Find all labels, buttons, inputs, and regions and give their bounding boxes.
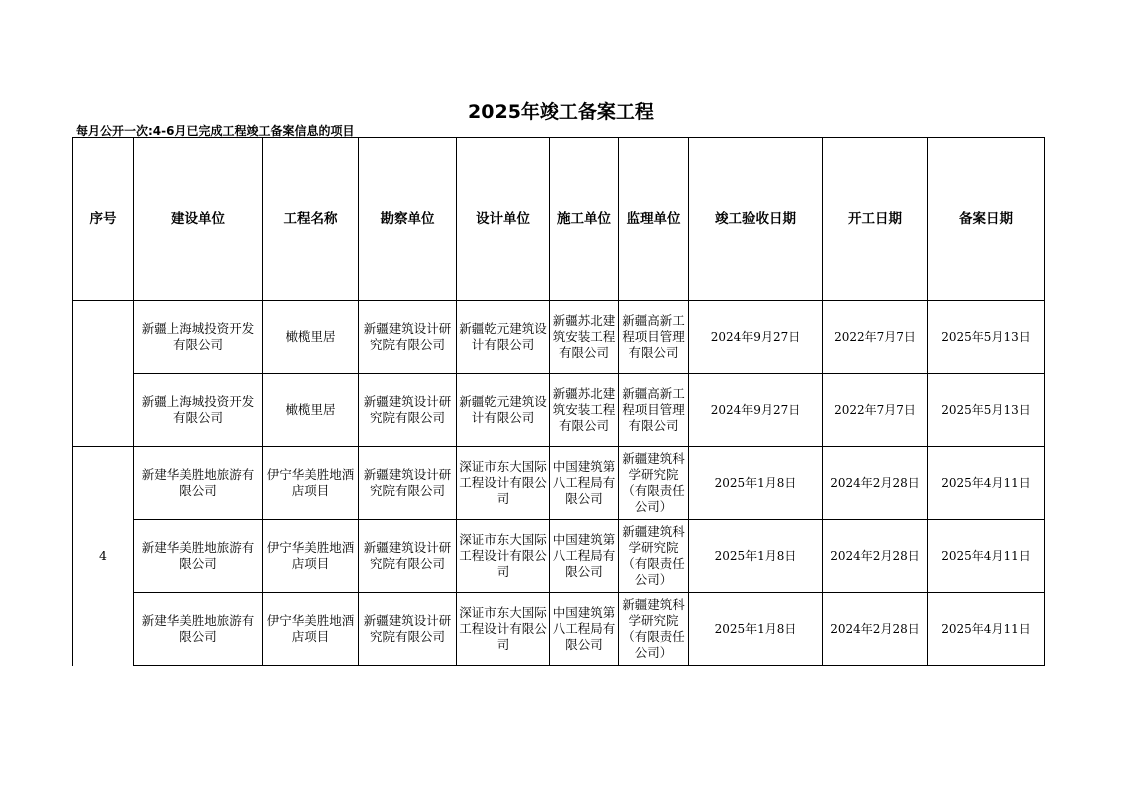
col-header-start: 开工日期	[823, 138, 928, 301]
survey-cell: 新疆建筑设计研究院有限公司	[359, 520, 457, 593]
supervise-cell: 新疆高新工程项目管理有限公司	[619, 374, 689, 447]
supervise-cell: 新疆建筑科学研究院（有限责任公司）	[619, 593, 689, 666]
survey-cell: 新疆建筑设计研究院有限公司	[359, 374, 457, 447]
col-header-index: 序号	[73, 138, 134, 301]
start-date-cell: 2024年2月28日	[823, 593, 928, 666]
builder-cell: 新建华美胜地旅游有限公司	[134, 520, 263, 593]
completion-date-cell: 2024年9月27日	[689, 301, 823, 374]
col-header-completion: 竣工验收日期	[689, 138, 823, 301]
design-cell: 新疆乾元建筑设计有限公司	[457, 374, 550, 447]
table-row	[73, 374, 1045, 447]
table-row	[73, 301, 1045, 374]
records-table	[72, 137, 1045, 666]
col-header-supervise: 监理单位	[619, 138, 689, 301]
completion-date-cell: 2025年1月8日	[689, 447, 823, 520]
record-date-cell: 2025年4月11日	[928, 593, 1045, 666]
start-date-cell: 2024年2月28日	[823, 520, 928, 593]
start-date-cell: 2022年7月7日	[823, 301, 928, 374]
col-header-survey: 勘察单位	[359, 138, 457, 301]
project-cell: 伊宁华美胜地酒店项目	[263, 447, 359, 520]
index-cell-empty	[73, 301, 134, 447]
table-row	[73, 593, 1045, 666]
construct-cell: 中国建筑第八工程局有限公司	[550, 520, 619, 593]
col-header-record: 备案日期	[928, 138, 1045, 301]
col-header-design: 设计单位	[457, 138, 550, 301]
design-cell: 深证市东大国际工程设计有限公司	[457, 447, 550, 520]
record-date-cell: 2025年5月13日	[928, 301, 1045, 374]
col-header-builder: 建设单位	[134, 138, 263, 301]
completion-date-cell: 2025年1月8日	[689, 593, 823, 666]
builder-cell: 新疆上海城投资开发有限公司	[134, 374, 263, 447]
project-cell: 橄榄里居	[263, 374, 359, 447]
project-cell: 伊宁华美胜地酒店项目	[263, 593, 359, 666]
supervise-cell: 新疆建筑科学研究院（有限责任公司）	[619, 447, 689, 520]
survey-cell: 新疆建筑设计研究院有限公司	[359, 593, 457, 666]
builder-cell: 新疆上海城投资开发有限公司	[134, 301, 263, 374]
supervise-cell: 新疆高新工程项目管理有限公司	[619, 301, 689, 374]
col-header-project: 工程名称	[263, 138, 359, 301]
start-date-cell: 2024年2月28日	[823, 447, 928, 520]
table-row	[73, 520, 1045, 593]
survey-cell: 新疆建筑设计研究院有限公司	[359, 301, 457, 374]
design-cell: 深证市东大国际工程设计有限公司	[457, 593, 550, 666]
construct-cell: 中国建筑第八工程局有限公司	[550, 593, 619, 666]
group-index-cell: 4	[73, 447, 134, 666]
table-header-row	[73, 138, 1045, 301]
page-subtitle: 每月公开一次:4-6月已完成工程竣工备案信息的项目	[76, 124, 355, 138]
project-cell: 橄榄里居	[263, 301, 359, 374]
start-date-cell: 2022年7月7日	[823, 374, 928, 447]
design-cell: 深证市东大国际工程设计有限公司	[457, 520, 550, 593]
record-date-cell: 2025年4月11日	[928, 520, 1045, 593]
project-cell: 伊宁华美胜地酒店项目	[263, 520, 359, 593]
record-date-cell: 2025年4月11日	[928, 447, 1045, 520]
construct-cell: 新疆苏北建筑安装工程有限公司	[550, 374, 619, 447]
builder-cell: 新建华美胜地旅游有限公司	[134, 447, 263, 520]
table-row	[73, 447, 1045, 520]
construct-cell: 新疆苏北建筑安装工程有限公司	[550, 301, 619, 374]
survey-cell: 新疆建筑设计研究院有限公司	[359, 447, 457, 520]
construct-cell: 中国建筑第八工程局有限公司	[550, 447, 619, 520]
completion-date-cell: 2025年1月8日	[689, 520, 823, 593]
supervise-cell: 新疆建筑科学研究院（有限责任公司）	[619, 520, 689, 593]
page-title: 2025年竣工备案工程	[468, 101, 654, 123]
col-header-construct: 施工单位	[550, 138, 619, 301]
builder-cell: 新建华美胜地旅游有限公司	[134, 593, 263, 666]
record-date-cell: 2025年5月13日	[928, 374, 1045, 447]
completion-date-cell: 2024年9月27日	[689, 374, 823, 447]
design-cell: 新疆乾元建筑设计有限公司	[457, 301, 550, 374]
